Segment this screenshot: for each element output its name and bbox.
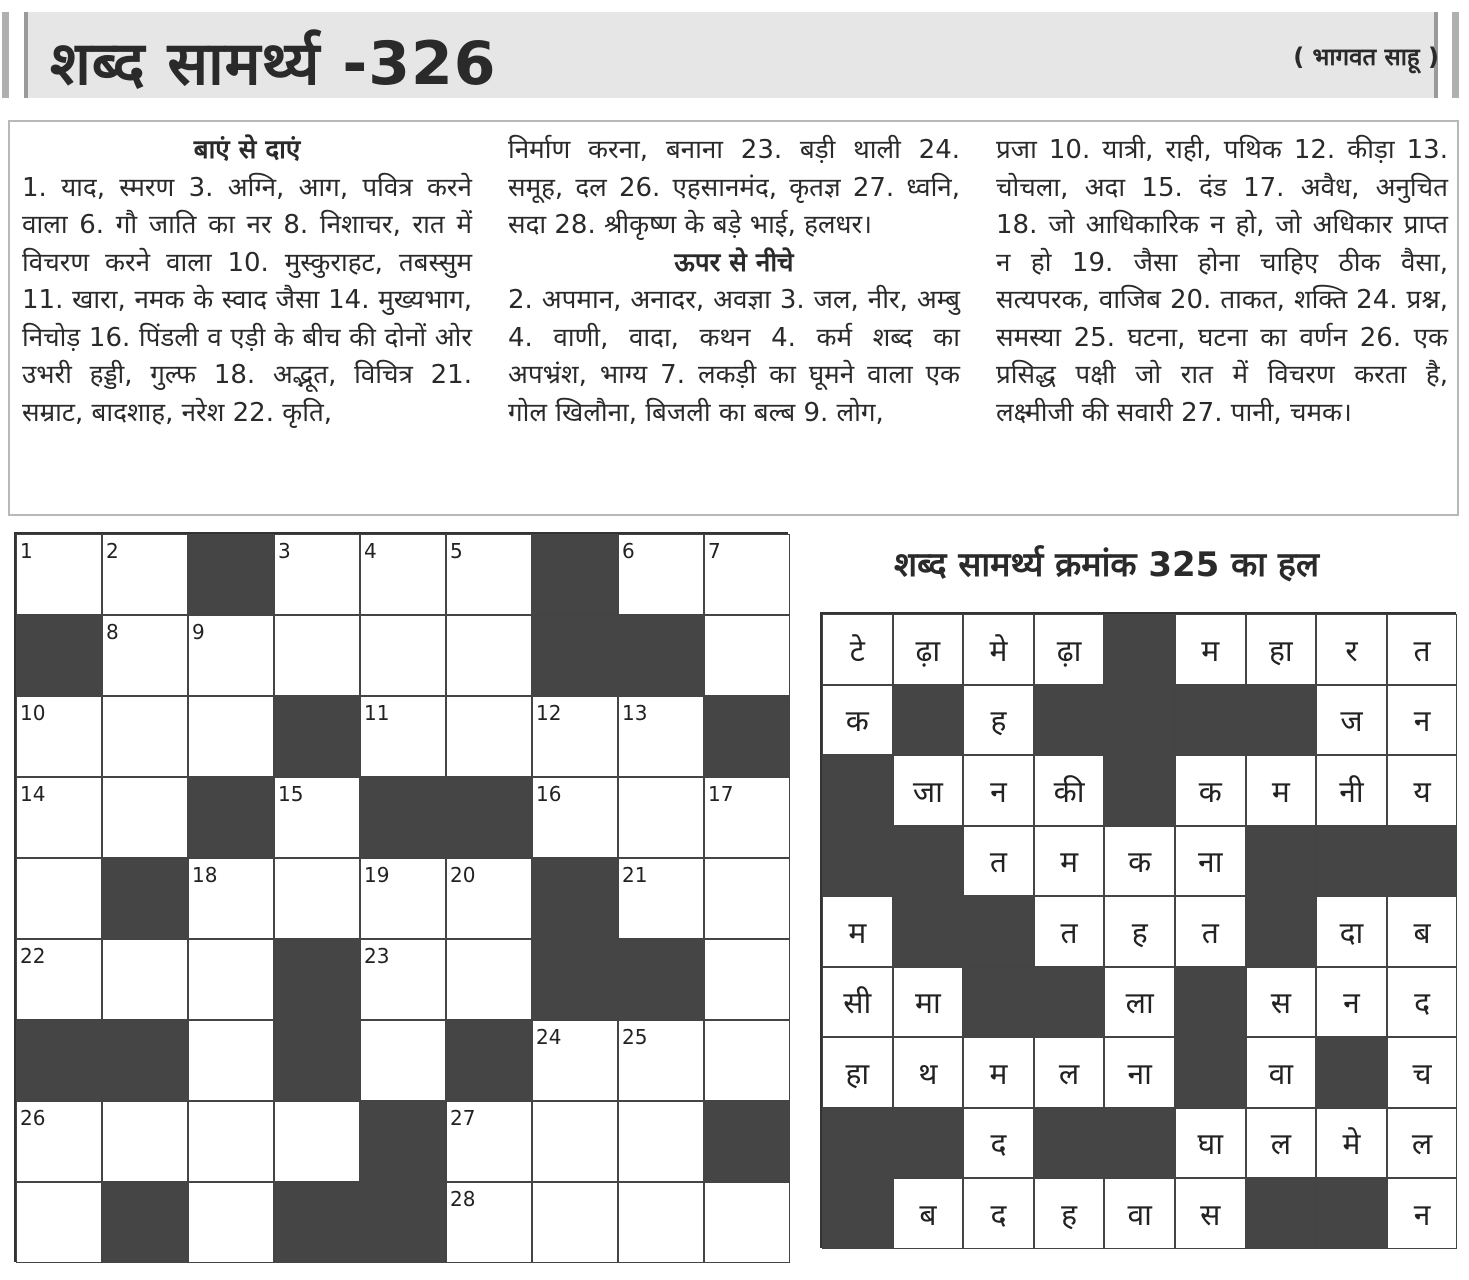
solution-cell: दा bbox=[1316, 896, 1387, 967]
crossword-black-cell bbox=[188, 777, 274, 858]
solution-black-cell bbox=[893, 896, 964, 967]
crossword-cell[interactable] bbox=[102, 1101, 188, 1182]
solution-black-cell bbox=[1034, 967, 1105, 1038]
crossword-cell[interactable] bbox=[16, 534, 102, 615]
crossword-black-cell bbox=[532, 534, 618, 615]
solution-cell: ह bbox=[1034, 1178, 1105, 1249]
solution-black-cell bbox=[1034, 685, 1105, 756]
across-heading: बाएं से दाएं bbox=[193, 135, 301, 165]
clue-number: 9 bbox=[192, 620, 205, 644]
solution-cell: सी bbox=[822, 967, 893, 1038]
crossword-cell[interactable] bbox=[446, 1182, 532, 1263]
solution-black-cell bbox=[1175, 685, 1246, 756]
solution-cell: क bbox=[1104, 826, 1175, 897]
crossword-cell[interactable] bbox=[16, 777, 102, 858]
solution-cell: ब bbox=[1387, 896, 1458, 967]
solution-cell: द bbox=[963, 1108, 1034, 1179]
solution-black-cell bbox=[822, 1178, 893, 1249]
crossword-cell[interactable] bbox=[274, 615, 360, 696]
crossword-black-cell bbox=[16, 615, 102, 696]
clue-number: 25 bbox=[622, 1025, 648, 1049]
crossword-cell[interactable] bbox=[360, 696, 446, 777]
crossword-cell[interactable] bbox=[446, 858, 532, 939]
crossword-black-cell bbox=[360, 1101, 446, 1182]
crossword-cell[interactable] bbox=[102, 939, 188, 1020]
solution-cell: द bbox=[1387, 967, 1458, 1038]
solution-cell: म bbox=[1175, 614, 1246, 685]
solution-black-cell bbox=[1246, 685, 1317, 756]
crossword-black-cell bbox=[618, 939, 704, 1020]
clue-number: 16 bbox=[536, 782, 562, 806]
crossword-black-cell bbox=[532, 615, 618, 696]
crossword-black-cell bbox=[274, 1020, 360, 1101]
solution-black-cell bbox=[893, 1108, 964, 1179]
clues-column-3 bbox=[996, 132, 1448, 432]
crossword-black-cell bbox=[532, 858, 618, 939]
crossword-black-cell bbox=[102, 1182, 188, 1263]
clue-number: 20 bbox=[450, 863, 476, 887]
clue-number: 6 bbox=[622, 539, 635, 563]
crossword-cell[interactable] bbox=[360, 1020, 446, 1101]
across-clues-part-1: 1. याद, स्मरण 3. अग्नि, आग, पवित्र करने वाला 6. गौ जाति का नर 8. निशाचर, रात में विचरण करने वाला 10. मुस्कुराहट, तबस्सुम 11. खारा, नमक के स्वाद जैसा 14. मुख्यभाग, निचोड़ 16. पिंडली व एड़ी के बीच की दोनों ओर उभरी हड्डी, गुल्फ 18. अद्भूत, विचित्र 21. सम्राट, बादशाह, नरेश 22. कृति, bbox=[22, 172, 472, 428]
solution-cell: वा bbox=[1104, 1178, 1175, 1249]
crossword-cell[interactable] bbox=[446, 939, 532, 1020]
crossword-cell[interactable] bbox=[618, 858, 704, 939]
solution-cell: की bbox=[1034, 755, 1105, 826]
crossword-cell[interactable] bbox=[16, 939, 102, 1020]
solution-cell: ना bbox=[1104, 1037, 1175, 1108]
solution-grid bbox=[820, 612, 1456, 1248]
solution-cell: मा bbox=[893, 967, 964, 1038]
crossword-cell[interactable] bbox=[704, 858, 790, 939]
solution-cell: म bbox=[822, 896, 893, 967]
solution-cell: टे bbox=[822, 614, 893, 685]
solution-black-cell bbox=[963, 896, 1034, 967]
solution-cell: हा bbox=[822, 1037, 893, 1108]
crossword-cell[interactable] bbox=[188, 939, 274, 1020]
solution-cell: च bbox=[1387, 1037, 1458, 1108]
crossword-cell[interactable] bbox=[532, 696, 618, 777]
clue-number: 24 bbox=[536, 1025, 562, 1049]
crossword-cell[interactable] bbox=[618, 1101, 704, 1182]
crossword-cell[interactable] bbox=[704, 777, 790, 858]
crossword-cell[interactable] bbox=[618, 1020, 704, 1101]
solution-black-cell bbox=[1246, 826, 1317, 897]
clue-number: 15 bbox=[278, 782, 304, 806]
clue-number: 11 bbox=[364, 701, 390, 725]
crossword-cell[interactable] bbox=[188, 858, 274, 939]
crossword-black-cell bbox=[16, 1020, 102, 1101]
solution-black-cell bbox=[1104, 614, 1175, 685]
banner-left-bar bbox=[2, 12, 9, 98]
crossword-cell[interactable] bbox=[16, 1101, 102, 1182]
solution-cell: त bbox=[1175, 896, 1246, 967]
clue-number: 23 bbox=[364, 944, 390, 968]
clue-number: 21 bbox=[622, 863, 648, 887]
crossword-cell[interactable] bbox=[532, 1020, 618, 1101]
solution-black-cell bbox=[1104, 1108, 1175, 1179]
solution-cell: द bbox=[963, 1178, 1034, 1249]
solution-black-cell bbox=[1316, 1178, 1387, 1249]
clue-number: 4 bbox=[364, 539, 377, 563]
crossword-cell[interactable] bbox=[102, 777, 188, 858]
solution-cell: मे bbox=[1316, 1108, 1387, 1179]
clue-number: 2 bbox=[106, 539, 119, 563]
crossword-black-cell bbox=[704, 1101, 790, 1182]
crossword-grid bbox=[14, 532, 788, 1262]
solution-cell: थ bbox=[893, 1037, 964, 1108]
solution-cell: न bbox=[1387, 1178, 1458, 1249]
solution-cell: ढ़ा bbox=[893, 614, 964, 685]
solution-black-cell bbox=[1316, 826, 1387, 897]
solution-cell: त bbox=[963, 826, 1034, 897]
clue-number: 3 bbox=[278, 539, 291, 563]
crossword-cell[interactable] bbox=[360, 534, 446, 615]
solution-cell: न bbox=[1316, 967, 1387, 1038]
crossword-cell[interactable] bbox=[188, 696, 274, 777]
crossword-cell[interactable] bbox=[618, 696, 704, 777]
crossword-black-cell bbox=[446, 777, 532, 858]
solution-cell: म bbox=[963, 1037, 1034, 1108]
crossword-cell[interactable] bbox=[618, 1182, 704, 1263]
solution-black-cell bbox=[1034, 1108, 1105, 1179]
down-clues-part-1: 2. अपमान, अनादर, अवज्ञा 3. जल, नीर, अम्बु 4. वाणी, वादा, कथन 4. कर्म शब्द का अपभ्रंश, भाग्य 7. लकड़ी का घूमने वाला एक गोल खिलौना, बिजली का बल्ब 9. लोग, bbox=[508, 285, 960, 428]
crossword-black-cell bbox=[102, 1020, 188, 1101]
solution-cell: य bbox=[1387, 755, 1458, 826]
solution-cell: क bbox=[822, 685, 893, 756]
down-heading: ऊपर से नीचे bbox=[674, 247, 794, 278]
page-title: शब्द सामर्थ्य -326 bbox=[50, 29, 497, 99]
crossword-cell[interactable] bbox=[16, 858, 102, 939]
solution-cell: न bbox=[1387, 685, 1458, 756]
clues-column-2 bbox=[508, 132, 960, 432]
crossword-black-cell bbox=[446, 1020, 532, 1101]
solution-cell: मे bbox=[963, 614, 1034, 685]
crossword-cell[interactable] bbox=[188, 1020, 274, 1101]
crossword-cell[interactable] bbox=[188, 1182, 274, 1263]
crossword-cell[interactable] bbox=[188, 1101, 274, 1182]
solution-cell: ब bbox=[893, 1178, 964, 1249]
crossword-cell[interactable] bbox=[16, 1182, 102, 1263]
crossword-cell[interactable] bbox=[704, 939, 790, 1020]
clue-number: 7 bbox=[708, 539, 721, 563]
clue-number: 13 bbox=[622, 701, 648, 725]
solution-black-cell bbox=[822, 755, 893, 826]
solution-black-cell bbox=[822, 1108, 893, 1179]
crossword-black-cell bbox=[102, 858, 188, 939]
header-banner bbox=[0, 12, 1469, 100]
clue-number: 17 bbox=[708, 782, 734, 806]
crossword-cell[interactable] bbox=[102, 615, 188, 696]
solution-cell: स bbox=[1246, 967, 1317, 1038]
crossword-cell[interactable] bbox=[704, 615, 790, 696]
clue-number: 26 bbox=[20, 1106, 46, 1130]
down-clues-part-2: प्रजा 10. यात्री, राही, पथिक 12. कीड़ा 13. चोचला, अदा 15. दंड 17. अवैध, अनुचित 18. जो आधिकारिक न हो, जो अधिकार प्राप्त न हो 19. जैसा होना चाहिए ठीक वैसा, सत्यपरक, वाजिब 20. ताकत, शक्ति 24. प्रश्न, समस्या 25. घटना, घटना का वर्णन 26. एक प्रसिद्ध पक्षी जो रात में विचरण करता है, लक्ष्मीजी की सवारी 27. पानी, चमक। bbox=[996, 135, 1448, 428]
solution-black-cell bbox=[1246, 1178, 1317, 1249]
clue-number: 19 bbox=[364, 863, 390, 887]
clues-box bbox=[8, 120, 1459, 516]
solution-cell: र bbox=[1316, 614, 1387, 685]
solution-cell: त bbox=[1034, 896, 1105, 967]
crossword-cell[interactable] bbox=[102, 534, 188, 615]
crossword-cell[interactable] bbox=[274, 1101, 360, 1182]
solution-cell: हा bbox=[1246, 614, 1317, 685]
clue-number: 5 bbox=[450, 539, 463, 563]
crossword-cell[interactable] bbox=[274, 858, 360, 939]
solution-cell: म bbox=[1246, 755, 1317, 826]
crossword-black-cell bbox=[618, 615, 704, 696]
crossword-cell[interactable] bbox=[360, 615, 446, 696]
crossword-cell[interactable] bbox=[274, 534, 360, 615]
clue-number: 8 bbox=[106, 620, 119, 644]
solution-cell: ल bbox=[1034, 1037, 1105, 1108]
solution-cell: ज bbox=[1316, 685, 1387, 756]
crossword-cell[interactable] bbox=[704, 1182, 790, 1263]
solution-cell: वा bbox=[1246, 1037, 1317, 1108]
crossword-black-cell bbox=[532, 939, 618, 1020]
crossword-cell[interactable] bbox=[446, 1101, 532, 1182]
crossword-cell[interactable] bbox=[16, 696, 102, 777]
solution-black-cell bbox=[1316, 1037, 1387, 1108]
clue-number: 28 bbox=[450, 1187, 476, 1211]
crossword-cell[interactable] bbox=[446, 615, 532, 696]
crossword-cell[interactable] bbox=[532, 1182, 618, 1263]
solution-cell: नी bbox=[1316, 755, 1387, 826]
solution-black-cell bbox=[1246, 896, 1317, 967]
crossword-cell[interactable] bbox=[188, 615, 274, 696]
solution-black-cell bbox=[822, 826, 893, 897]
crossword-black-cell bbox=[360, 1182, 446, 1263]
solution-cell: क bbox=[1175, 755, 1246, 826]
solution-cell: जा bbox=[893, 755, 964, 826]
solution-cell: म bbox=[1034, 826, 1105, 897]
solution-cell: घा bbox=[1175, 1108, 1246, 1179]
crossword-black-cell bbox=[188, 534, 274, 615]
author-credit: ( भागवत साहू ) bbox=[1293, 43, 1439, 71]
solution-black-cell bbox=[1175, 967, 1246, 1038]
solution-black-cell bbox=[1104, 755, 1175, 826]
crossword-cell[interactable] bbox=[532, 777, 618, 858]
clue-number: 27 bbox=[450, 1106, 476, 1130]
crossword-cell[interactable] bbox=[360, 939, 446, 1020]
crossword-cell[interactable] bbox=[704, 1020, 790, 1101]
solution-black-cell bbox=[963, 967, 1034, 1038]
crossword-cell[interactable] bbox=[360, 858, 446, 939]
solution-cell: ढ़ा bbox=[1034, 614, 1105, 685]
crossword-cell[interactable] bbox=[618, 534, 704, 615]
crossword-black-cell bbox=[274, 696, 360, 777]
solution-title: शब्द सामर्थ्य क्रमांक 325 का हल bbox=[894, 545, 1320, 585]
crossword-black-cell bbox=[274, 1182, 360, 1263]
clue-number: 22 bbox=[20, 944, 46, 968]
banner-right-bar bbox=[1452, 12, 1459, 98]
across-clues-part-2: निर्माण करना, बनाना 23. बड़ी थाली 24. समूह, दल 26. एहसानमंद, कृतज्ञ 27. ध्वनि, सदा 28. श्रीकृष्ण के बड़े भाई, हलधर। bbox=[508, 135, 960, 240]
solution-cell: न bbox=[963, 755, 1034, 826]
clue-number: 18 bbox=[192, 863, 218, 887]
clue-number: 14 bbox=[20, 782, 46, 806]
crossword-cell[interactable] bbox=[618, 777, 704, 858]
crossword-black-cell bbox=[704, 696, 790, 777]
solution-cell: स bbox=[1175, 1178, 1246, 1249]
clue-number: 1 bbox=[20, 539, 33, 563]
solution-black-cell bbox=[893, 685, 964, 756]
solution-cell: त bbox=[1387, 614, 1458, 685]
solution-cell: ह bbox=[963, 685, 1034, 756]
crossword-cell[interactable] bbox=[532, 1101, 618, 1182]
crossword-cell[interactable] bbox=[274, 777, 360, 858]
crossword-cell[interactable] bbox=[446, 696, 532, 777]
solution-cell: ल bbox=[1387, 1108, 1458, 1179]
crossword-black-cell bbox=[360, 777, 446, 858]
solution-cell: ना bbox=[1175, 826, 1246, 897]
solution-black-cell bbox=[1104, 685, 1175, 756]
crossword-cell[interactable] bbox=[446, 534, 532, 615]
clue-number: 10 bbox=[20, 701, 46, 725]
clues-column-1 bbox=[22, 132, 472, 432]
solution-black-cell bbox=[1387, 826, 1458, 897]
solution-cell: ल bbox=[1246, 1108, 1317, 1179]
crossword-cell[interactable] bbox=[704, 534, 790, 615]
solution-black-cell bbox=[1175, 1037, 1246, 1108]
solution-cell: ला bbox=[1104, 967, 1175, 1038]
solution-black-cell bbox=[893, 826, 964, 897]
crossword-black-cell bbox=[274, 939, 360, 1020]
solution-cell: ह bbox=[1104, 896, 1175, 967]
crossword-cell[interactable] bbox=[102, 696, 188, 777]
clue-number: 12 bbox=[536, 701, 562, 725]
